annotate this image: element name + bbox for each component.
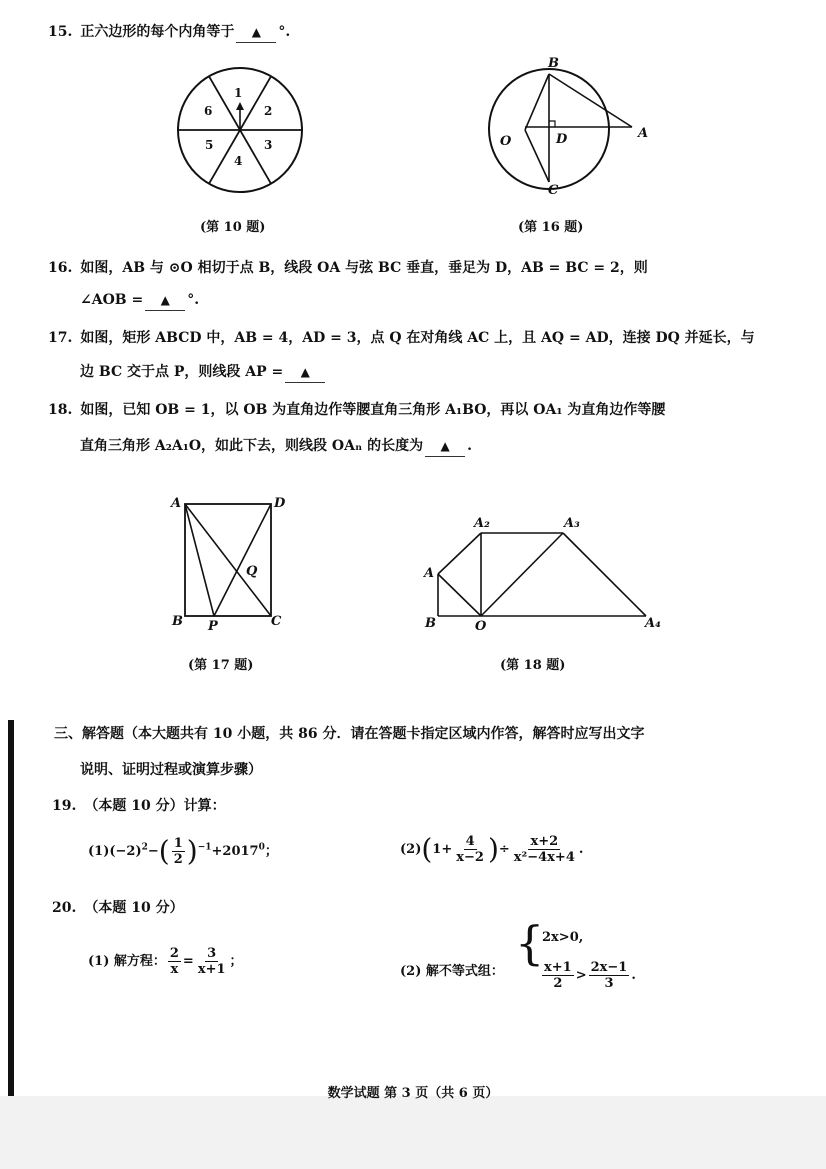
fig10-sector-1: 1 bbox=[234, 86, 243, 100]
numerator: x+2 bbox=[530, 834, 559, 849]
figure-17-rectangle bbox=[184, 503, 274, 617]
question-text: ∠AOB = bbox=[80, 292, 144, 308]
fraction-one-half bbox=[172, 836, 185, 867]
q19-p1-end: ； bbox=[264, 844, 278, 859]
left-brace-icon: { bbox=[515, 916, 545, 970]
page-footer: 数学试题 第 3 页（共 6 页） bbox=[327, 1086, 499, 1101]
q20-p1-end: ； bbox=[229, 954, 243, 969]
numerator: 4 bbox=[465, 834, 475, 849]
question-number: 20. bbox=[52, 900, 77, 916]
question-tail: . bbox=[467, 438, 473, 454]
numerator: x+1 bbox=[544, 960, 572, 975]
question-18-line-2 bbox=[80, 436, 472, 457]
fig18-label-A2: A₂ bbox=[474, 516, 490, 531]
triangle-icon: ▲ bbox=[440, 439, 450, 453]
fig10-sector-6: 6 bbox=[204, 104, 213, 118]
fig16-label-C: C bbox=[548, 183, 559, 198]
q19-p2-term: 1+ bbox=[432, 842, 453, 857]
question-number: 15. bbox=[48, 24, 73, 40]
fraction bbox=[454, 834, 486, 865]
fig10-sector-3: 3 bbox=[264, 138, 273, 152]
question-19-title bbox=[52, 796, 226, 816]
numerator: 3 bbox=[207, 946, 217, 961]
numerator: 2 bbox=[169, 946, 179, 961]
fig18-label-O: O bbox=[475, 619, 487, 634]
paren-left: ( bbox=[158, 834, 170, 868]
numerator: 2x−1 bbox=[590, 960, 628, 975]
fig10-sector-4: 4 bbox=[234, 154, 243, 168]
fig17-label-C: C bbox=[271, 614, 282, 629]
answer-blank[interactable] bbox=[425, 436, 465, 457]
fig16-label-O: O bbox=[500, 134, 512, 149]
q19-p1-base: (−2) bbox=[109, 844, 142, 859]
triangle-icon: ▲ bbox=[300, 365, 310, 379]
fig10-pointer-head bbox=[236, 102, 244, 110]
figure-16-tangent-circle bbox=[515, 70, 645, 185]
fig16-label-D: D bbox=[556, 132, 568, 147]
fraction bbox=[542, 960, 574, 991]
question-number: 17. bbox=[48, 330, 73, 346]
fraction bbox=[168, 946, 181, 977]
fig18-label-A3: A₃ bbox=[564, 516, 580, 531]
paren-right: ) bbox=[487, 832, 499, 866]
fig18-seg-A1A2 bbox=[438, 533, 481, 574]
question-number: 18. bbox=[48, 402, 73, 418]
greater-than-sign: > bbox=[575, 968, 587, 983]
fig17-segment-AP bbox=[185, 504, 214, 616]
fig16-label-B: B bbox=[548, 56, 559, 71]
fig17-label-A: A bbox=[171, 496, 182, 511]
fig16-seg-OC bbox=[525, 130, 549, 182]
question-number: 19. bbox=[52, 798, 77, 814]
fig17-label-Q: Q bbox=[246, 564, 258, 579]
answer-blank[interactable] bbox=[236, 22, 276, 43]
q19-p1-minus: − bbox=[147, 844, 159, 859]
fig17-diagonal-AC bbox=[185, 504, 271, 616]
question-number: 16. bbox=[48, 260, 73, 276]
part-label: (1) bbox=[88, 844, 110, 859]
section-3-heading: 三、解答题（本大题共有 10 小题，共 86 分．请在答题卡指定区域内作答，解答时应写出文字 bbox=[54, 726, 645, 742]
fig17-label-B: B bbox=[172, 614, 183, 629]
q20-system-row-1: 2x>0, bbox=[542, 930, 584, 945]
question-tail: °. bbox=[187, 292, 200, 308]
fig16-tangent-AB bbox=[549, 74, 632, 127]
fig18-label-B: B bbox=[425, 616, 436, 631]
figure-18-caption: (第 18 题) bbox=[500, 658, 566, 673]
fig16-seg-OB bbox=[525, 74, 549, 130]
fraction bbox=[512, 834, 577, 865]
denominator: x+1 bbox=[197, 962, 226, 977]
fig18-label-A: A bbox=[424, 566, 435, 581]
question-text: 如图，已知 OB = 1，以 OB 为直角边作等腰直角三角形 A₁BO，再以 OA₁ 为直角边作等腰 bbox=[80, 402, 666, 418]
paren-left: ( bbox=[421, 832, 433, 866]
question-tail: °. bbox=[278, 24, 291, 40]
fig10-sector-5: 5 bbox=[205, 138, 214, 152]
figure-16-caption: (第 16 题) bbox=[518, 220, 584, 235]
denominator: x bbox=[170, 962, 179, 977]
fig18-label-A4: A₄ bbox=[645, 616, 661, 631]
denominator: 3 bbox=[604, 976, 614, 991]
question-18-line-1 bbox=[48, 400, 665, 420]
division-sign: ÷ bbox=[498, 842, 510, 857]
fig18-seg-A3A4 bbox=[563, 533, 646, 616]
fig17-label-P: P bbox=[208, 619, 218, 634]
q20-part-2-label: (2) 解不等式组： bbox=[400, 964, 504, 979]
question-17-line-1 bbox=[48, 328, 755, 348]
question-17-line-2 bbox=[80, 362, 327, 383]
section-3-heading-cont: 说明、证明过程或演算步骤） bbox=[80, 762, 262, 778]
q19-part-1 bbox=[88, 836, 278, 867]
answer-blank[interactable] bbox=[285, 362, 325, 383]
q20-part-1 bbox=[88, 946, 243, 977]
fig17-segment-DP bbox=[214, 504, 271, 616]
fig16-right-angle bbox=[549, 121, 555, 127]
figure-18-triangles bbox=[438, 533, 650, 617]
q19-p1-exp: 2 bbox=[141, 842, 148, 853]
question-text: （本题 10 分） bbox=[84, 900, 184, 916]
fraction bbox=[589, 960, 630, 991]
fraction bbox=[196, 946, 228, 977]
part-label: (2) bbox=[400, 842, 422, 857]
q20-p2-end: . bbox=[631, 968, 636, 983]
question-20-title bbox=[52, 898, 184, 918]
question-text: 正六边形的每个内角等于 bbox=[80, 24, 235, 40]
question-16-line-2 bbox=[80, 290, 199, 311]
q19-p2-end: . bbox=[578, 842, 584, 857]
question-text: 如图，AB 与 ⊙O 相切于点 B，线段 OA 与弦 BC 垂直，垂足为 D，AB = BC = 2，则 bbox=[80, 260, 648, 276]
figure-17-caption: (第 17 题) bbox=[188, 658, 254, 673]
q19-p1-term-exp: 0 bbox=[258, 842, 265, 853]
fig18-seg-OA3 bbox=[481, 533, 563, 616]
scan-edge-bar bbox=[8, 720, 14, 1096]
part-label: (1) 解方程： bbox=[88, 954, 166, 969]
figure-10-caption: (第 10 题) bbox=[200, 220, 266, 235]
triangle-icon: ▲ bbox=[251, 25, 261, 39]
fig18-seg-A1O bbox=[438, 574, 481, 616]
question-text: （本题 10 分）计算： bbox=[84, 798, 226, 814]
paren-right: ) bbox=[186, 834, 198, 868]
fig17-label-D: D bbox=[274, 496, 286, 511]
question-16-line-1 bbox=[48, 258, 648, 278]
equals-sign: = bbox=[182, 954, 194, 969]
question-15 bbox=[48, 22, 290, 43]
question-text: 如图，矩形 ABCD 中，AB = 4，AD = 3，点 Q 在对角线 AC 上，且 AQ = AD，连接 DQ 并延长，与 bbox=[80, 330, 755, 346]
denominator: x−2 bbox=[456, 850, 484, 865]
denominator: 2 bbox=[173, 852, 183, 867]
q20-system-row-2 bbox=[540, 960, 636, 991]
q19-p1-frac-exp: −1 bbox=[197, 842, 212, 853]
question-text: 直角三角形 A₂A₁O，如此下去，则线段 OAₙ 的长度为 bbox=[80, 438, 424, 454]
numerator: 1 bbox=[173, 836, 183, 851]
answer-blank[interactable] bbox=[145, 290, 185, 311]
q19-p1-term: +2017 bbox=[211, 844, 259, 859]
triangle-icon: ▲ bbox=[160, 293, 170, 307]
denominator: 2 bbox=[553, 976, 563, 991]
fig16-label-A: A bbox=[638, 126, 649, 141]
q19-part-2 bbox=[400, 834, 583, 865]
fig10-sector-2: 2 bbox=[264, 104, 273, 118]
question-text: 边 BC 交于点 P，则线段 AP = bbox=[80, 364, 284, 380]
denominator: x²−4x+4 bbox=[513, 850, 575, 865]
